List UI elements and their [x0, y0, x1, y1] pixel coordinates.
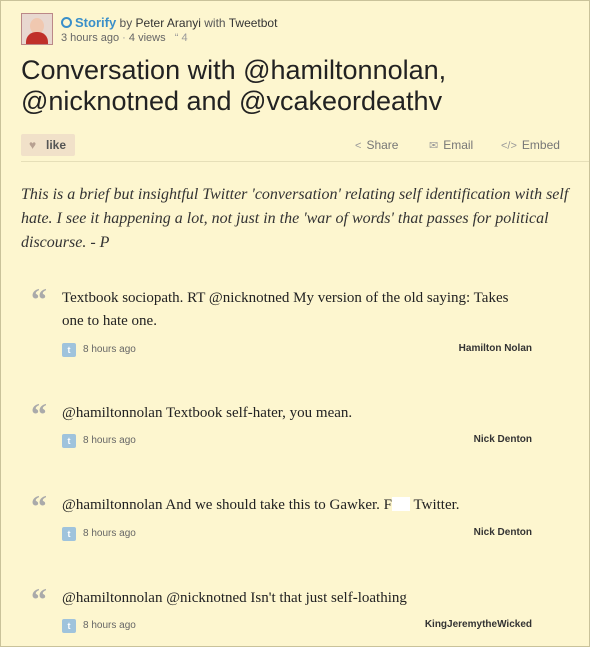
- email-label: Email: [443, 138, 474, 152]
- tweet-time[interactable]: 8 hours ago: [83, 435, 136, 446]
- tweet-author[interactable]: KingJeremytheWicked: [424, 619, 532, 630]
- author-name-link[interactable]: Peter Aranyi: [135, 16, 201, 30]
- heart-icon: ♥: [29, 138, 37, 152]
- story-views: 4 views: [128, 32, 166, 44]
- share-label: Share: [366, 138, 399, 152]
- story-byline: [61, 15, 277, 30]
- email-button[interactable]: [429, 138, 473, 152]
- tweet-footer: [62, 434, 532, 450]
- story-title-line2: @nicknotned and @vcakeordeathv: [21, 86, 443, 116]
- tweet-text: @hamiltonnolan Textbook self-hater, you mean.: [62, 405, 353, 421]
- twitter-icon[interactable]: t: [62, 343, 76, 357]
- tweet-text: [62, 494, 532, 517]
- avatar-shirt: [26, 32, 48, 45]
- meta-separator: ·: [122, 32, 126, 44]
- tweet-footer: [62, 343, 532, 359]
- story-meta: [61, 32, 188, 44]
- story-title: [21, 55, 581, 117]
- twitter-icon[interactable]: t: [62, 434, 76, 448]
- share-button[interactable]: [355, 138, 398, 152]
- twitter-icon[interactable]: t: [62, 527, 76, 541]
- tweet-footer: [62, 619, 532, 635]
- story-time: 3 hours ago: [61, 32, 120, 44]
- author-avatar[interactable]: [21, 13, 53, 45]
- tweet-author[interactable]: Nick Denton: [473, 527, 532, 538]
- tweet-author[interactable]: Nick Denton: [473, 434, 532, 445]
- embed-button[interactable]: [501, 138, 560, 152]
- like-button[interactable]: [21, 134, 75, 156]
- quote-icon: “: [31, 581, 47, 617]
- by-text: by: [119, 16, 133, 30]
- quote-icon: “: [31, 281, 47, 317]
- story-toolbar: [21, 131, 589, 162]
- client-link[interactable]: Tweetbot: [228, 16, 278, 30]
- embed-icon: </>: [501, 140, 517, 152]
- tweet-text-part2: Twitter.: [410, 497, 460, 513]
- quote-count: 4: [181, 32, 188, 44]
- tweet-time[interactable]: 8 hours ago: [83, 344, 136, 355]
- tweet-time[interactable]: 8 hours ago: [83, 528, 136, 539]
- tweet-text-part1: @hamiltonnolan And we should take this to Gawker. F: [62, 497, 393, 513]
- story-description: This is a brief but insightful Twitter 'conversation' relating self identification with self hate. I see it happening a lot, not just in the 'war of words' that passes for political discourse. - P: [21, 186, 569, 251]
- story-title-line1: Conversation with @hamiltonnolan,: [21, 55, 447, 85]
- quote-icon: “: [31, 488, 47, 524]
- with-text: with: [204, 16, 226, 30]
- storify-logo-icon: [61, 17, 72, 28]
- quote-icon: “: [31, 396, 47, 432]
- email-icon: ✉: [429, 140, 439, 152]
- embed-label: Embed: [521, 138, 560, 152]
- quote-count-icon: “: [168, 32, 179, 44]
- tweet-author[interactable]: Hamilton Nolan: [458, 343, 532, 354]
- tweet-time[interactable]: 8 hours ago: [83, 620, 136, 631]
- storify-brand-link[interactable]: Storify: [75, 15, 117, 30]
- story-header: [21, 13, 571, 49]
- tweet-text: Textbook sociopath. RT @nicknotned My version of the old saying: Takes one to hate one.: [62, 290, 509, 329]
- redaction-block: [392, 497, 410, 511]
- tweet-text: @hamiltonnolan @nicknotned Isn't that just self-loathing: [62, 590, 407, 606]
- like-label: like: [46, 138, 67, 152]
- tweet-footer: [62, 527, 532, 543]
- share-icon: <: [355, 140, 362, 152]
- twitter-icon[interactable]: t: [62, 619, 76, 633]
